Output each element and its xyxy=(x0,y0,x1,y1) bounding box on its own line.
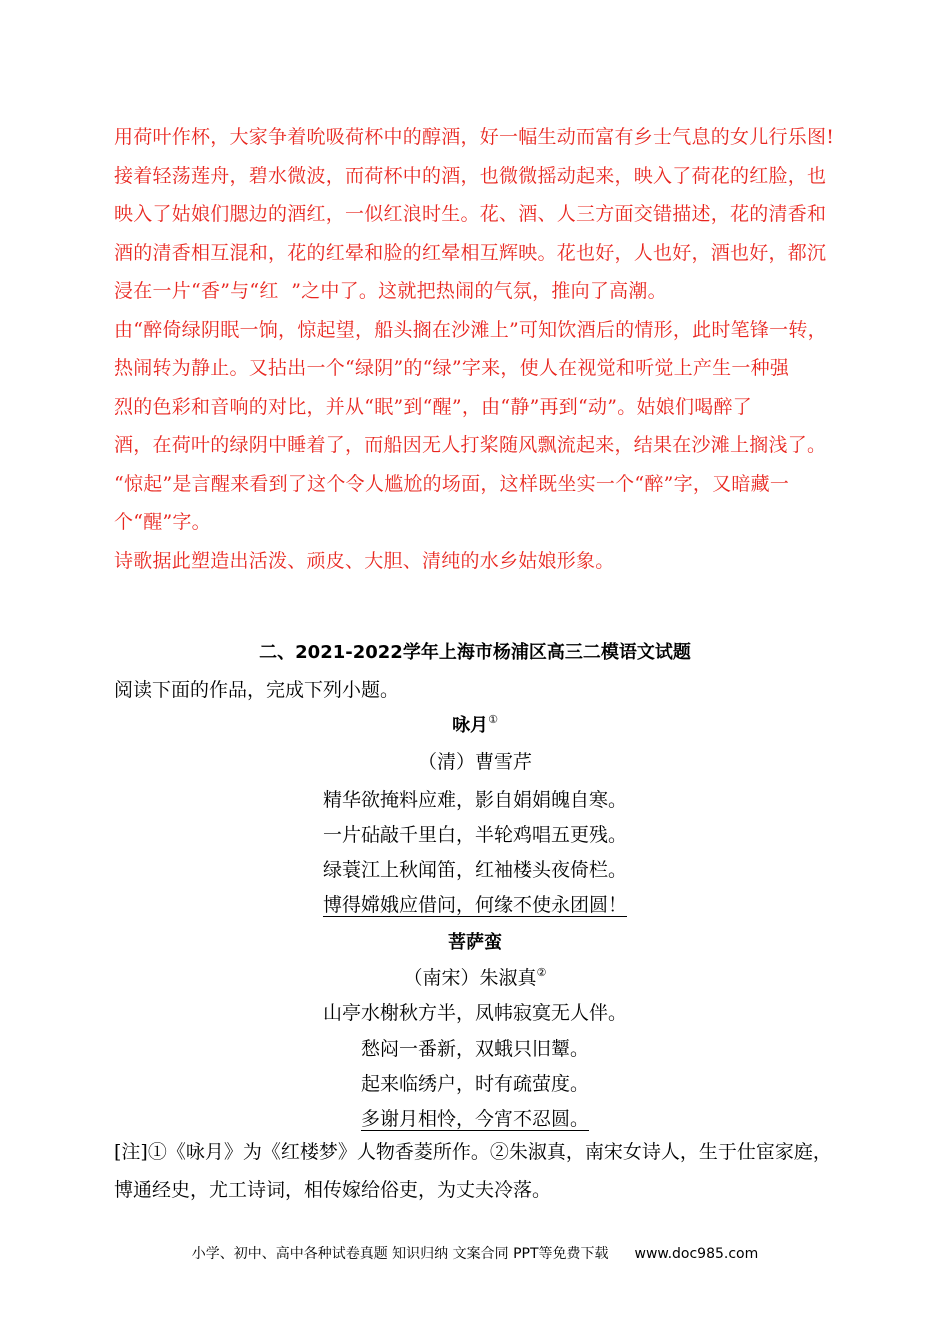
poem2-line-underlined xyxy=(0,1104,950,1131)
poem2-title: 菩萨蛮 xyxy=(448,932,502,953)
footnote-line: 博通经史，尤工诗词，相传嫁给俗吏，为丈夫冷落。 xyxy=(114,1179,552,1201)
poem1-note-mark: ① xyxy=(488,713,498,726)
instruction-text: 阅读下面的作品，完成下列小题。 xyxy=(114,679,400,701)
poem2-author xyxy=(0,963,950,990)
poem1-title xyxy=(0,711,950,737)
poem2-line: 山亭水榭秋方半，凤帏寂寞无人伴。 xyxy=(322,1002,627,1024)
answer-line: 由“醉倚绿阴眠一饷，惊起望，船头搁在沙滩上”可知饮酒后的情形，此时笔锋一转， xyxy=(114,318,827,341)
poem2-line: 起来临绣户，时有疏萤度。 xyxy=(360,1073,589,1095)
poem2-author-text: （南宋）朱淑真 xyxy=(403,967,537,989)
page-footer xyxy=(0,1243,950,1263)
poem1-line-text: 博得嫦娥应借问，何缘不使永团圆！ xyxy=(322,894,627,916)
poem1-line: 精华欲掩料应难，影自娟娟魄自寒。 xyxy=(322,789,627,811)
poem1-line-underlined xyxy=(0,890,950,917)
footnote-line: [注]①《咏月》为《红楼梦》人物香菱所作。②朱淑真，南宋女诗人，生于仕宦家庭， xyxy=(114,1141,832,1163)
answer-line: 诗歌据此塑造出活泼、顽皮、大胆、清纯的水乡姑娘形象。 xyxy=(114,549,615,572)
footnotes xyxy=(114,1133,838,1209)
answer-line: 酒，在荷叶的绿阴中睡着了，而船因无人打桨随风飘流起来，结果在沙滩上搁浅了。 xyxy=(114,434,827,456)
answer-line: 浸在一片“香”与“红 ”之中了。这就把热闹的气氛，推向了高潮。 xyxy=(114,280,667,302)
answer-analysis xyxy=(114,118,838,580)
footer-text: 小学、初中、高中各种试卷真题 知识归纳 文案合同 PPT等免费下载 xyxy=(191,1246,609,1262)
poem1-title-text: 咏月 xyxy=(452,715,489,736)
footer-url[interactable]: www.doc985.com xyxy=(634,1246,759,1262)
poem2-note-mark: ② xyxy=(536,966,547,979)
answer-line: “惊起”是言醒来看到了这个令人尴尬的场面，这样既坐实一个“醉”字，又暗藏一 xyxy=(114,472,790,495)
poem2-line: 愁闷一番新，双蛾只旧颦。 xyxy=(360,1038,589,1060)
poem1-line: 绿蓑江上秋闻笛，红袖楼头夜倚栏。 xyxy=(322,859,627,881)
answer-line: 用荷叶作杯，大家争着吮吸荷杯中的醇酒，好一幅生动而富有乡士气息的女儿行乐图! xyxy=(114,126,835,148)
answer-line: 酒的清香相互混和，花的红晕和脸的红晕相互辉映。花也好，人也好，酒也好，都沉 xyxy=(114,241,827,264)
poem2-line-text: 多谢月相怜，今宵不忍圆。 xyxy=(360,1108,589,1130)
answer-line: 接着轻荡莲舟，碧水微波，而荷杯中的酒，也微微摇动起来，映入了荷花的红脸，也 xyxy=(114,164,827,187)
answer-line: 烈的色彩和音响的对比，并从“眠”到“醒”，由“静”再到“动”。姑娘们喝醉了 xyxy=(114,395,752,418)
section-title: 二、2021-2022学年上海市杨浦区高三二模语文试题 xyxy=(259,642,691,663)
answer-line: 映入了姑娘们腮边的酒红，一似红浪时生。花、酒、人三方面交错描述，花的清香和 xyxy=(114,203,827,225)
poem1-line: 一片砧敲千里白，半轮鸡唱五更残。 xyxy=(322,824,627,846)
answer-line: 个“醒”字。 xyxy=(114,511,211,533)
poem1-author: （清）曹雪芹 xyxy=(417,751,532,773)
answer-line: 热闹转为静止。又拈出一个“绿阴”的“绿”字来，使人在视觉和听觉上产生一种强 xyxy=(114,357,790,379)
